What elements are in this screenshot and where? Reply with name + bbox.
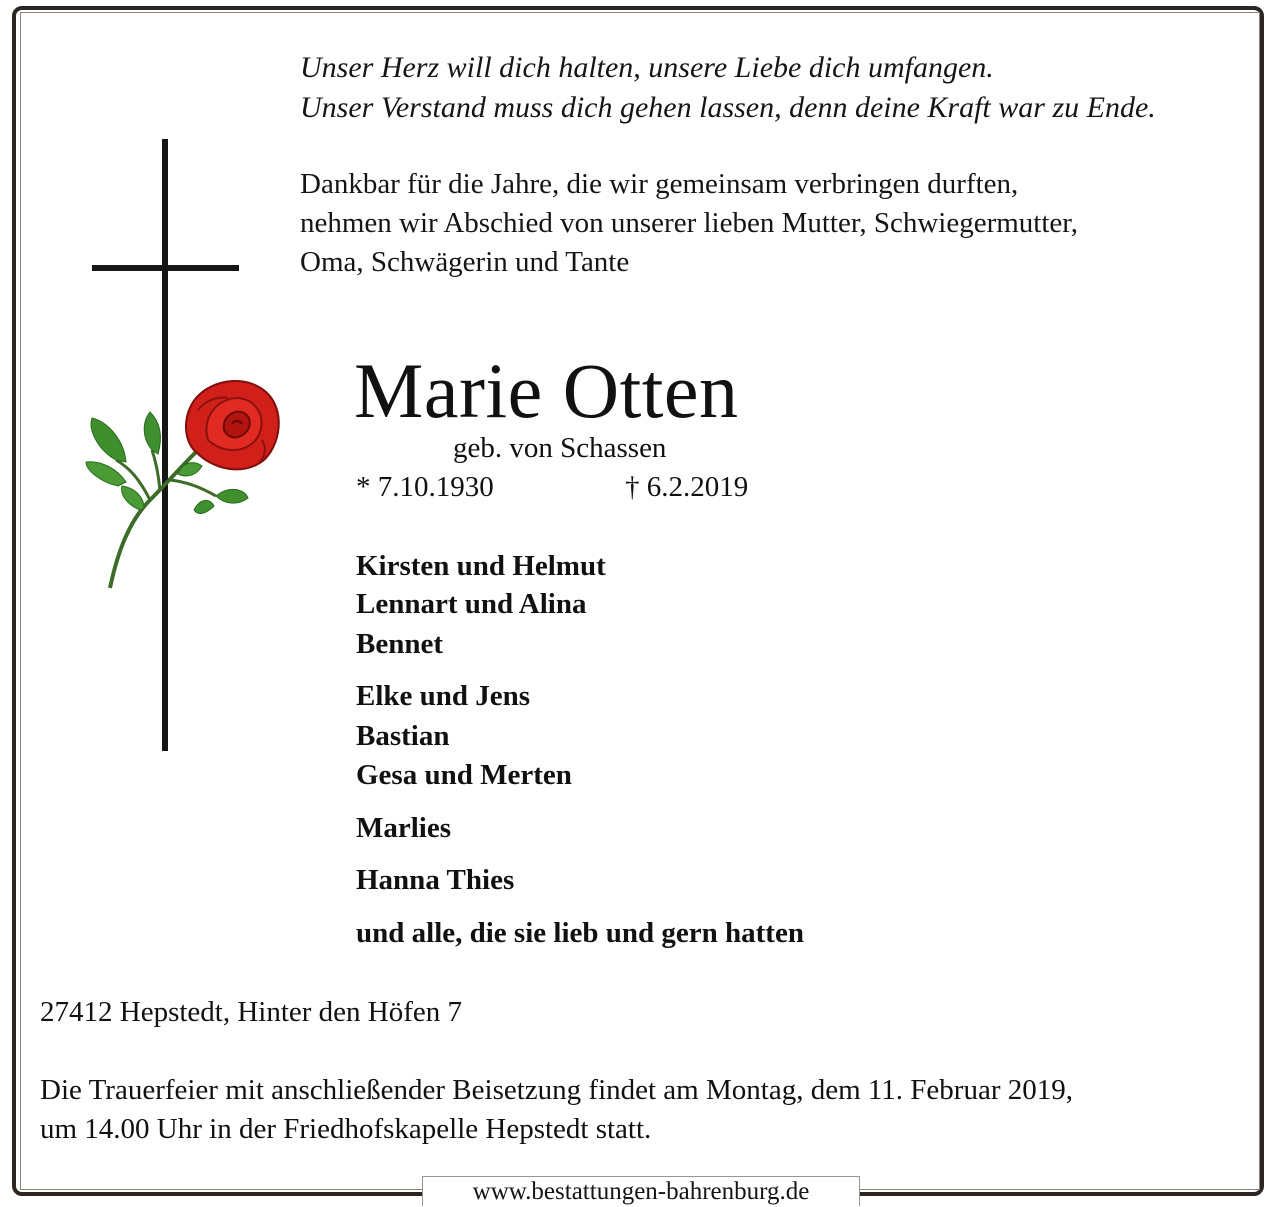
service-notice xyxy=(40,1071,1073,1149)
mourner-line: und alle, die sie lieb und gern hatten xyxy=(356,917,804,949)
cross-horizontal-bar xyxy=(92,265,239,271)
intro-line-1: Dankbar für die Jahre, die wir gemeinsam verbringen durften, xyxy=(300,168,1019,200)
service-line-2: um 14.00 Uhr in der Friedhofskapelle Hepstedt statt. xyxy=(40,1113,652,1145)
mourner-line: Kirsten und Helmut xyxy=(356,550,606,582)
service-line-1: Die Trauerfeier mit anschließender Beisetzung findet am Montag, dem 11. Februar 2019, xyxy=(40,1074,1073,1106)
mourner-line: Marlies xyxy=(356,812,452,844)
funeral-home-website: www.bestattungen-bahrenburg.de xyxy=(422,1176,860,1206)
birth-date: * 7.10.1930 xyxy=(356,471,494,503)
mourner-line: Gesa und Merten xyxy=(356,759,572,791)
mourner-line: Bastian xyxy=(356,720,450,752)
intro-line-2: nehmen wir Abschied von unserer lieben Mutter, Schwiegermutter, xyxy=(300,207,1079,239)
motto-line-1: Unser Herz will dich halten, unsere Liebe dich umfangen. xyxy=(300,51,994,84)
maiden-name: geb. von Schassen xyxy=(453,432,667,464)
motto-line-2: Unser Verstand muss dich gehen lassen, denn deine Kraft war zu Ende. xyxy=(300,91,1156,124)
address: 27412 Hepstedt, Hinter den Höfen 7 xyxy=(40,996,463,1028)
mourner-line: Elke und Jens xyxy=(356,680,531,712)
death-date: † 6.2.2019 xyxy=(625,471,749,503)
intro-text xyxy=(300,165,1078,282)
intro-line-3: Oma, Schwägerin und Tante xyxy=(300,246,630,278)
mourner-line: Lennart und Alina xyxy=(356,588,587,620)
mourner-line: Hanna Thies xyxy=(356,864,515,896)
deceased-name: Marie Otten xyxy=(354,347,739,434)
rose-icon xyxy=(78,370,288,600)
mourner-line: Bennet xyxy=(356,628,443,660)
motto-quote xyxy=(300,48,1156,128)
